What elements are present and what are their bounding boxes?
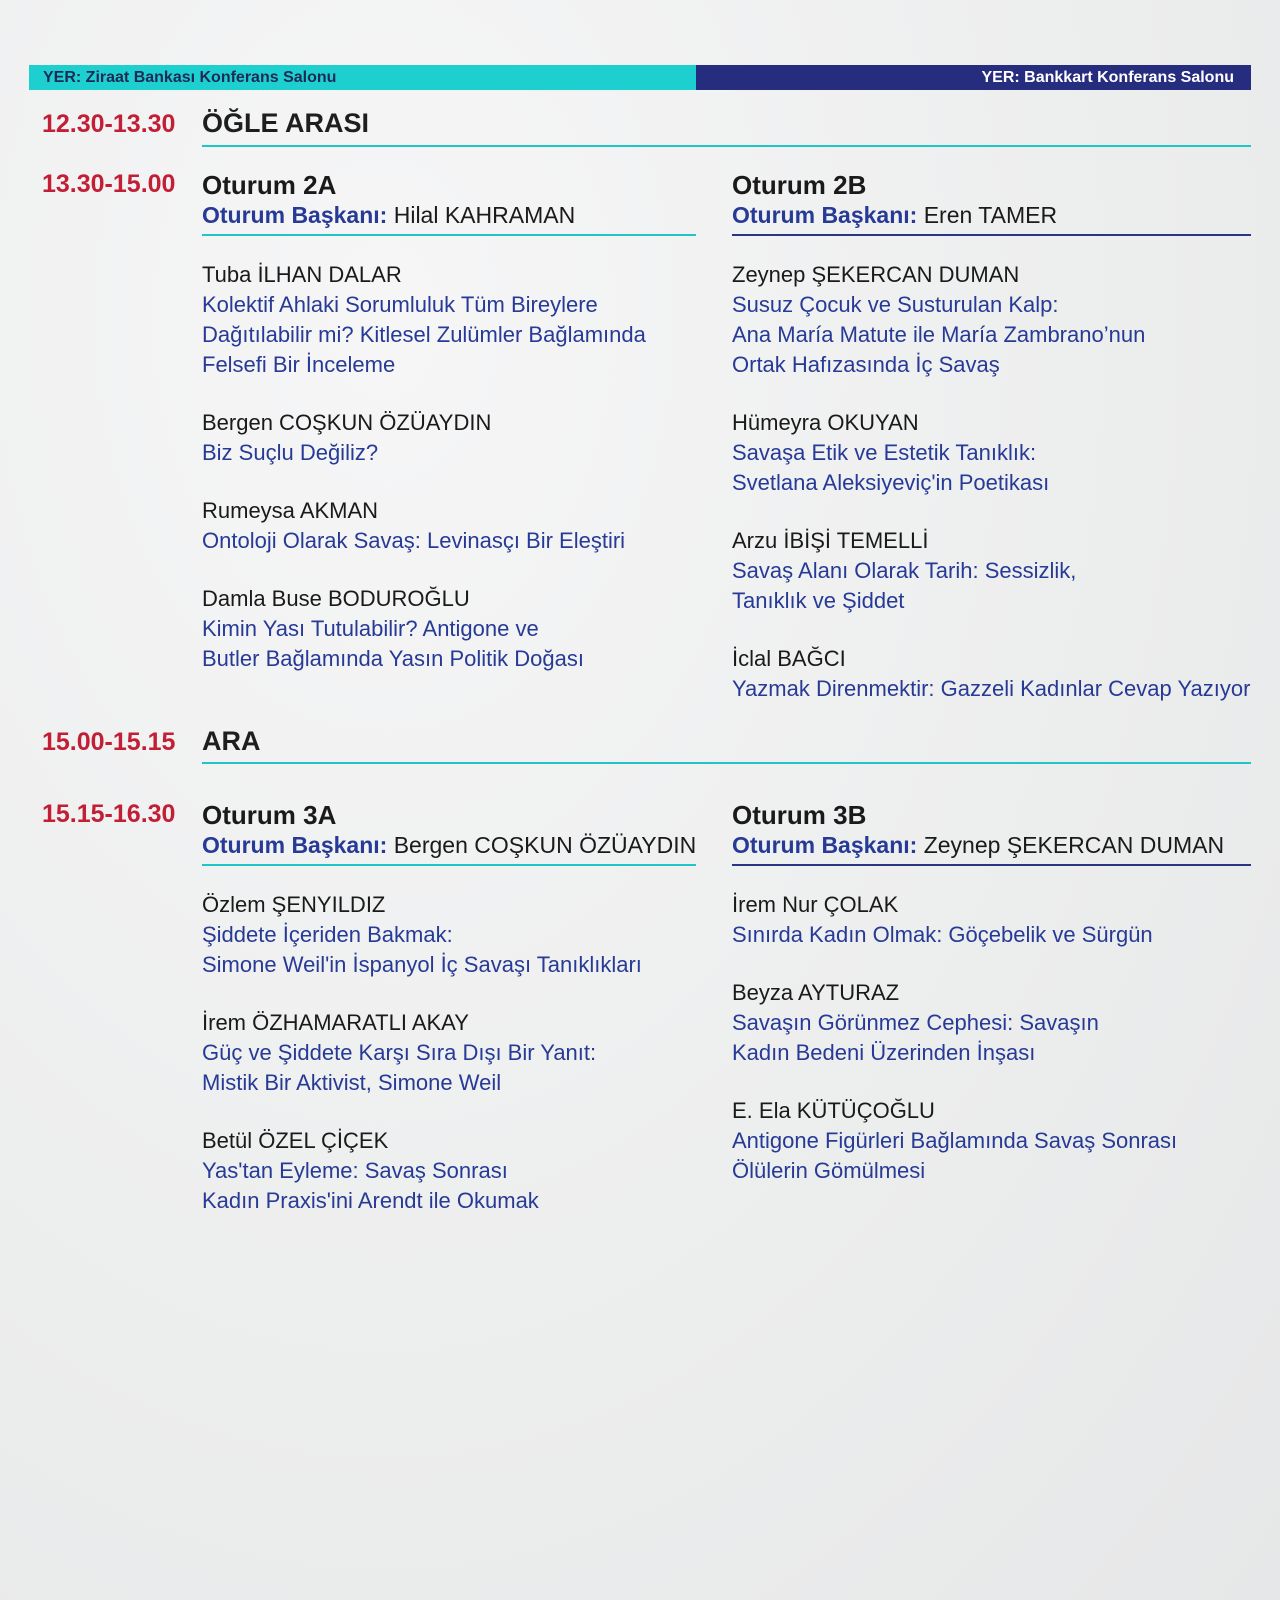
session-3a-chair [202, 830, 696, 860]
speaker-name: Damla Buse BODUROĞLU [202, 586, 470, 611]
talk-title-line: Mistik Bir Aktivist, Simone Weil [202, 1070, 502, 1095]
speaker-name: Arzu İBİŞİ TEMELLİ [732, 528, 929, 553]
speaker-name: Betül ÖZEL ÇİÇEK [202, 1128, 389, 1153]
speaker-name: Özlem ŞENYILDIZ [202, 892, 386, 917]
speaker-name: İrem Nur ÇOLAK [732, 892, 899, 917]
session-3a [202, 800, 696, 1244]
talk-title-line: Savaş Alanı Olarak Tarih: Sessizlik, [732, 558, 1077, 583]
talk-title-line: Ölülerin Gömülmesi [732, 1158, 926, 1183]
talk-title-line: Kadın Praxis'ini Arendt ile Okumak [202, 1188, 539, 1213]
speaker-name: Rumeysa AKMAN [202, 498, 379, 523]
talk-item [202, 890, 696, 980]
talk-item [732, 260, 1272, 380]
session-3b-talks [732, 890, 1272, 1186]
break-divider [202, 762, 1251, 764]
talk-title-line: Butler Bağlamında Yasın Politik Doğası [202, 646, 584, 671]
talk-item [202, 496, 696, 556]
talk-item [732, 978, 1272, 1068]
session-3b-title: Oturum 3B [732, 800, 867, 830]
chair-name: Bergen COŞKUN ÖZÜAYDIN [387, 832, 697, 858]
talk-title-line: Biz Suçlu Değiliz? [202, 440, 379, 465]
chair-label: Oturum Başkanı: [732, 832, 918, 858]
session-2b [732, 170, 1272, 732]
talk-item [732, 1096, 1272, 1186]
session-3a-talks [202, 890, 696, 1216]
break-time: 15.00-15.15 [42, 728, 176, 756]
session-3b [732, 800, 1272, 1214]
break-title: ARA [202, 726, 261, 756]
session-3b-chair [732, 830, 1272, 860]
talk-item [732, 644, 1272, 704]
session-3b-divider [732, 864, 1251, 866]
talk-title-line: Yazmak Direnmektir: Gazzeli Kadınlar Cevap Yazıyor [732, 676, 1251, 701]
talk-title-line: Simone Weil'in İspanyol İç Savaşı Tanıklıkları [202, 952, 642, 977]
session3-time: 15.15-16.30 [42, 800, 176, 828]
talk-title-line: Savaşa Etik ve Estetik Tanıklık: [732, 440, 1037, 465]
talk-title-line: Ortak Hafızasında İç Savaş [732, 352, 1000, 377]
lunch-divider [202, 145, 1251, 147]
speaker-name: Zeynep ŞEKERCAN DUMAN [732, 262, 1020, 287]
talk-title-line: Kadın Bedeni Üzerinden İnşası [732, 1040, 1036, 1065]
talk-item [202, 1008, 696, 1098]
session-3a-title: Oturum 3A [202, 800, 337, 830]
chair-name: Zeynep ŞEKERCAN DUMAN [917, 832, 1225, 858]
speaker-name: Tuba İLHAN DALAR [202, 262, 402, 287]
session-2a-divider [202, 234, 696, 236]
talk-title-line: Dağıtılabilir mi? Kitlesel Zulümler Bağlamında [202, 322, 646, 347]
talk-item [202, 1126, 696, 1216]
talk-title-line: Susuz Çocuk ve Susturulan Kalp: [732, 292, 1059, 317]
venue-bar [29, 65, 1251, 90]
session-2a [202, 170, 696, 702]
talk-title-line: Ontoloji Olarak Savaş: Levinasçı Bir Eleştiri [202, 528, 626, 553]
talk-item [732, 526, 1272, 616]
venue-left: YER: Ziraat Bankası Konferans Salonu [29, 65, 696, 90]
talk-title-line: Güç ve Şiddete Karşı Sıra Dışı Bir Yanıt: [202, 1040, 597, 1065]
venue-right: YER: Bankkart Konferans Salonu [696, 65, 1251, 90]
chair-name: Hilal KAHRAMAN [387, 202, 576, 228]
session-2a-title: Oturum 2A [202, 170, 337, 200]
talk-title-line: Antigone Figürleri Bağlamında Savaş Sonrası [732, 1128, 1178, 1153]
speaker-name: E. Ela KÜTÜÇOĞLU [732, 1098, 935, 1123]
speaker-name: Beyza AYTURAZ [732, 980, 900, 1005]
talk-title-line: Felsefi Bir İnceleme [202, 352, 396, 377]
talk-item [202, 408, 696, 468]
talk-title-line: Savaşın Görünmez Cephesi: Savaşın [732, 1010, 1099, 1035]
chair-name: Eren TAMER [917, 202, 1058, 228]
chair-label: Oturum Başkanı: [202, 832, 388, 858]
session-2a-talks [202, 260, 696, 674]
talk-item [202, 584, 696, 674]
session-3a-divider [202, 864, 696, 866]
speaker-name: İclal BAĞCI [732, 646, 846, 671]
talk-item [732, 890, 1272, 950]
lunch-time: 12.30-13.30 [42, 110, 176, 138]
talk-title-line: Ana María Matute ile María Zambrano’nun [732, 322, 1146, 347]
chair-label: Oturum Başkanı: [732, 202, 918, 228]
talk-title-line: Şiddete İçeriden Bakmak: [202, 922, 453, 947]
talk-item [732, 408, 1272, 498]
session-2b-title: Oturum 2B [732, 170, 867, 200]
talk-item [202, 260, 696, 380]
speaker-name: Hümeyra OKUYAN [732, 410, 919, 435]
chair-label: Oturum Başkanı: [202, 202, 388, 228]
talk-title-line: Kimin Yası Tutulabilir? Antigone ve [202, 616, 539, 641]
session2-time: 13.30-15.00 [42, 170, 176, 198]
session-2b-talks [732, 260, 1272, 704]
speaker-name: Bergen COŞKUN ÖZÜAYDIN [202, 410, 492, 435]
speaker-name: İrem ÖZHAMARATLI AKAY [202, 1010, 469, 1035]
talk-title-line: Svetlana Aleksiyeviç'in Poetikası [732, 470, 1050, 495]
talk-title-line: Yas'tan Eyleme: Savaş Sonrası [202, 1158, 508, 1183]
session-2b-divider [732, 234, 1251, 236]
talk-title-line: Sınırda Kadın Olmak: Göçebelik ve Sürgün [732, 922, 1153, 947]
lunch-title: ÖĞLE ARASI [202, 108, 370, 138]
talk-title-line: Tanıklık ve Şiddet [732, 588, 905, 613]
session-2a-chair [202, 200, 696, 230]
session-2b-chair [732, 200, 1272, 230]
talk-title-line: Kolektif Ahlaki Sorumluluk Tüm Bireylere [202, 292, 598, 317]
